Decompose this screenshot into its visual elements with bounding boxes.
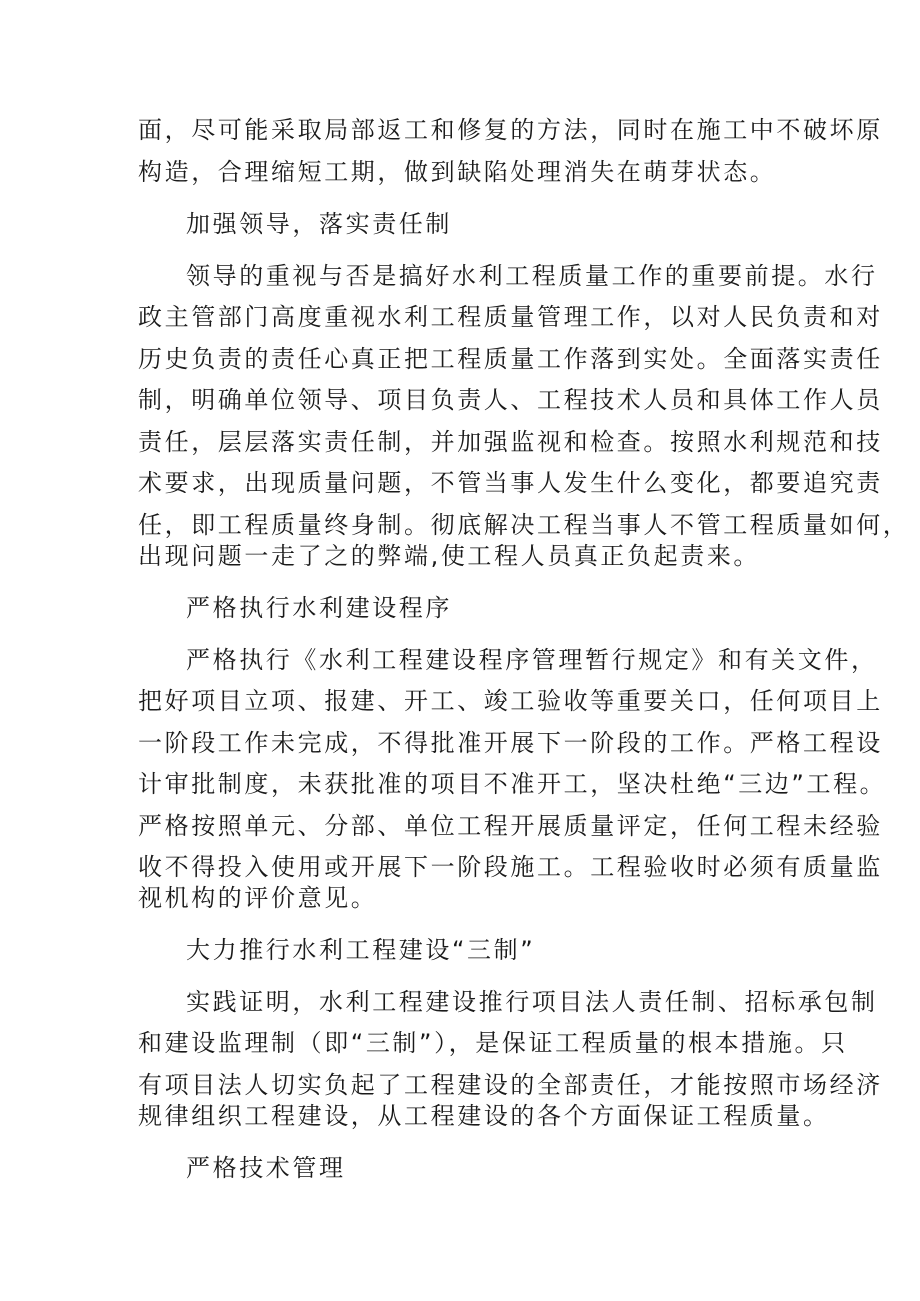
- body-line: 规律组织工程建设，从工程建设的各个方面保证工程质量。: [138, 1102, 830, 1130]
- body-line: 制，明确单位领导、项目负责人、工程技术人员和具体工作人员: [138, 386, 883, 414]
- body-line: 视机构的评价意见。: [138, 884, 378, 912]
- section-heading: 加强领导，落实责任制: [186, 210, 452, 238]
- body-line: 把好项目立项、报建、开工、竣工验收等重要关口，任何项目上: [138, 687, 883, 715]
- section-heading: 严格执行水利建设程序: [186, 594, 452, 622]
- body-line: 有项目法人切实负起了工程建设的全部责任，才能按照市场经济: [138, 1071, 883, 1099]
- body-line: 构造，合理缩短工期，做到缺陷处理消失在萌芽状态。: [138, 158, 777, 186]
- body-line: 历史负责的责任心真正把工程质量工作落到实处。全面落实责任: [138, 345, 883, 373]
- body-line: 领导的重视与否是搞好水利工程质量工作的重要前提。水行: [186, 262, 878, 290]
- section-heading: 大力推行水利工程建设“三制”: [186, 936, 536, 964]
- body-line: 实践证明，水利工程建设推行项目法人责任制、招标承包制: [186, 988, 878, 1016]
- body-line: 严格执行《水利工程建设程序管理暂行规定》和有关文件，: [186, 646, 878, 674]
- body-line: 责任，层层落实责任制，并加强监视和检查。按照水利规范和技: [138, 428, 883, 456]
- body-line: 任，即工程质量终身制。彻底解决工程当事人不管工程质量如何，: [138, 511, 910, 539]
- body-line: 面，尽可能采取局部返工和修复的方法，同时在施工中不破坏原: [138, 116, 883, 144]
- body-line: 一阶段工作未完成，不得批准开展下一阶段的工作。严格工程设: [138, 729, 883, 757]
- body-line: 收不得投入使用或开展下一阶段施工。工程验收时必须有质量监: [138, 853, 883, 881]
- body-line: 计审批制度，未获批准的项目不准开工，坚决杜绝“三边”工程。: [138, 770, 887, 798]
- body-line: 政主管部门高度重视水利工程质量管理工作，以对人民负责和对: [138, 303, 883, 331]
- body-line: 严格按照单元、分部、单位工程开展质量评定，任何工程未经验: [138, 812, 883, 840]
- body-line: 术要求，出现质量问题，不管当事人发生什么变化，都要追究责: [138, 469, 883, 497]
- body-line: 出现问题一走了之的弊端,使工程人员真正负起责来。: [138, 542, 761, 570]
- section-heading: 严格技术管理: [186, 1154, 346, 1182]
- body-line: 和建设监理制（即“三制”），是保证工程质量的根本措施。只: [138, 1029, 848, 1057]
